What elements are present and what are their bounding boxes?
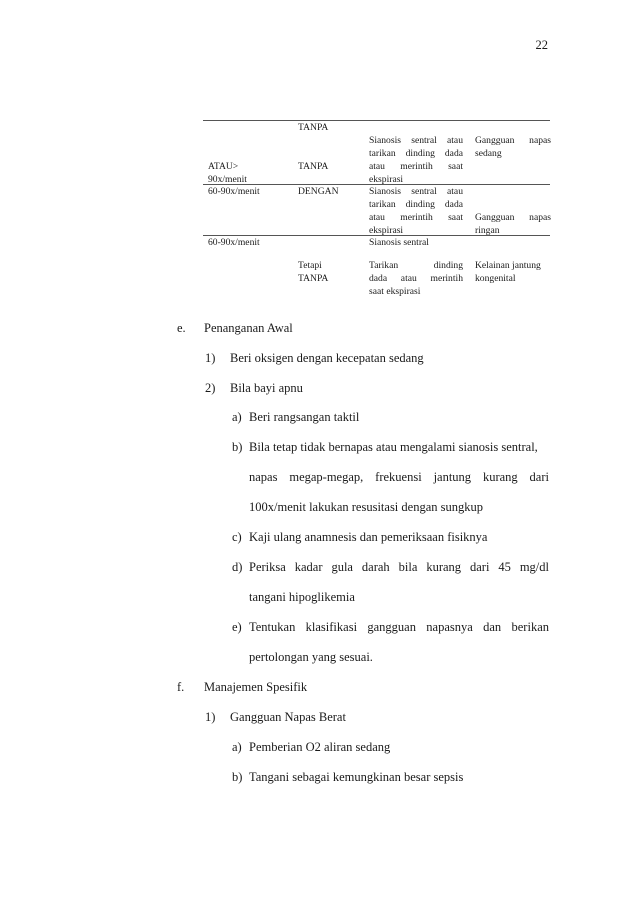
section-title: Penanganan Awal [204, 321, 293, 335]
table-cell: Tetapi [298, 260, 322, 271]
sublist-item: Beri rangsangan taktil [249, 410, 360, 424]
sublist-item: Pemberian O2 aliran sedang [249, 740, 391, 754]
table-cell: ATAU> [208, 161, 239, 172]
table-cell: tarikan dinding dada [369, 199, 463, 210]
sublist-label: d) [232, 560, 243, 574]
table-cell: Tarikan dinding [369, 260, 463, 271]
list-item: Beri oksigen dengan kecepatan sedang [230, 351, 424, 365]
section-label: e. [177, 321, 186, 335]
table-cell: atau merintih saat [369, 212, 463, 223]
table-cell: tarikan dinding dada [369, 148, 463, 159]
section-title: Manajemen Spesifik [204, 680, 308, 694]
table-top-rule [203, 120, 550, 121]
table-cell: sedang [475, 148, 502, 159]
sublist-label: a) [232, 410, 242, 424]
sublist-item: Periksa kadar gula darah bila kurang dari 45 mg/dl [249, 560, 549, 574]
section-label: f. [177, 680, 185, 694]
sublist-item-line: tangani hipoglikemia [249, 590, 355, 604]
sublist-item-line: napas megap-megap, frekuensi jantung kurang dari [249, 470, 549, 484]
table-cell: TANPA [298, 122, 329, 133]
sublist-label: a) [232, 740, 242, 754]
table-cell: kongenital [475, 273, 516, 284]
sublist-item: Tentukan klasifikasi gangguan napasnya dan berikan [249, 620, 549, 634]
list-item: Gangguan Napas Berat [230, 710, 346, 724]
table-cell: Gangguan napas [475, 212, 551, 223]
table-cell: Sianosis sentral atau [369, 186, 463, 197]
table-cell: TANPA [298, 161, 329, 172]
sublist-label: c) [232, 530, 242, 544]
table-cell: atau merintih saat [369, 161, 463, 172]
table-cell: TANPA [298, 273, 329, 284]
sublist-item: Bila tetap tidak bernapas atau mengalami sianosis sentral, [249, 440, 538, 454]
list-label: 1) [205, 710, 216, 724]
sublist-item-line: pertolongan yang sesuai. [249, 650, 373, 664]
table-cell: ringan [475, 225, 500, 236]
table-cell: saat ekspirasi [369, 286, 421, 297]
sublist-label: e) [232, 620, 242, 634]
table-cell: ekspirasi [369, 174, 404, 185]
list-label: 2) [205, 381, 216, 395]
table-cell: 60-90x/menit [208, 186, 260, 197]
table-cell: Sianosis sentral [369, 237, 429, 248]
list-item: Bila bayi apnu [230, 381, 303, 395]
table-cell: Gangguan napas [475, 135, 551, 146]
sublist-item-line: 100x/menit lakukan resusitasi dengan sungkup [249, 500, 483, 514]
page-number: 22 [535, 38, 548, 52]
table-cell: DENGAN [298, 186, 339, 197]
table-cell: Sianosis sentral atau [369, 135, 463, 146]
table-cell: 60-90x/menit [208, 237, 260, 248]
sublist-label: b) [232, 770, 243, 784]
table-cell: ekspirasi [369, 225, 404, 236]
table-cell: 90x/menit [208, 174, 247, 185]
sublist-item: Kaji ulang anamnesis dan pemeriksaan fisiknya [249, 530, 488, 544]
table-cell: Kelainan jantung [475, 260, 541, 271]
table-cell: dada atau merintih [369, 273, 463, 284]
sublist-label: b) [232, 440, 243, 454]
sublist-item: Tangani sebagai kemungkinan besar sepsis [249, 770, 464, 784]
list-label: 1) [205, 351, 216, 365]
